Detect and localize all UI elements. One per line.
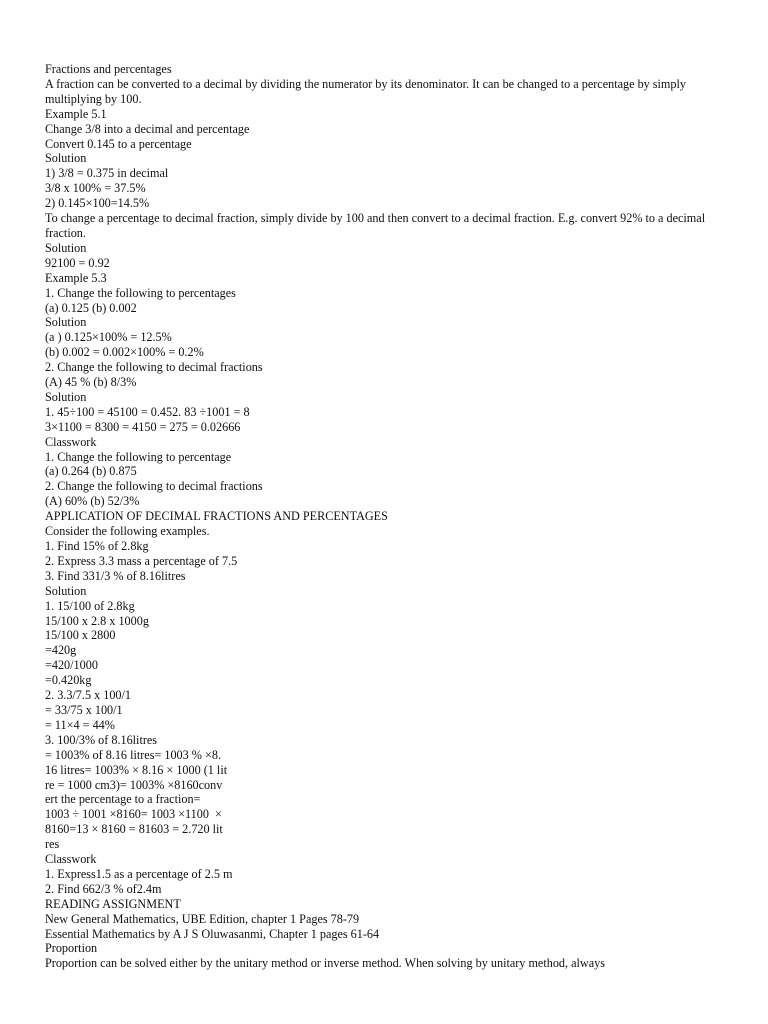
text-line: 3. 100/3% of 8.16litres bbox=[45, 732, 158, 747]
text-line: 3×1100 = 8300 = 4150 = 275 = 0.02666 bbox=[45, 419, 241, 434]
text-line: 8160=13 × 8160 = 81603 = 2.720 lit bbox=[45, 822, 223, 837]
text-line: (b) 0.002 = 0.002×100% = 0.2% bbox=[45, 345, 204, 360]
example-heading: Example 5.3 bbox=[45, 270, 107, 285]
example-heading: Example 5.1 bbox=[45, 106, 107, 121]
text-line: (A) 60% (b) 52/3% bbox=[45, 494, 140, 509]
reference-item: Essential Mathematics by A J S Oluwasanmi, Chapter 1 pages 61-64 bbox=[45, 926, 380, 941]
text-line: 1. 15/100 of 2.8kg bbox=[45, 598, 135, 613]
document-page bbox=[45, 62, 725, 971]
text-line: Convert 0.145 to a percentage bbox=[45, 136, 192, 151]
text-line: 92100 = 0.92 bbox=[45, 255, 110, 270]
text-line: 3. Find 331/3 % of 8.16litres bbox=[45, 568, 186, 583]
text-line: 16 litres= 1003% × 8.16 × 1000 (1 lit bbox=[45, 762, 228, 777]
paragraph: Proportion can be solved either by the unitary method or inverse method. When solving by unitary method, always bbox=[45, 956, 605, 971]
text-line: = 11×4 = 44% bbox=[45, 717, 115, 732]
text-line: (a ) 0.125×100% = 12.5% bbox=[45, 330, 172, 345]
text-line: = 1003% of 8.16 litres= 1003 % ×8. bbox=[45, 747, 221, 762]
section-heading: Proportion bbox=[45, 941, 98, 956]
solution-heading: Solution bbox=[45, 583, 87, 598]
text-line: 2. Find 662/3 % of2.4m bbox=[45, 881, 162, 896]
text-line: ert the percentage to a fraction= bbox=[45, 792, 201, 807]
text-line: 2) 0.145×100=14.5% bbox=[45, 196, 150, 211]
text-line: (a) 0.264 (b) 0.875 bbox=[45, 464, 137, 479]
paragraph: A fraction can be converted to a decimal by dividing the numerator by its denominator. It can be changed to a percentage by simply multiplying by 100. bbox=[45, 76, 690, 106]
text-line: 1. Express1.5 as a percentage of 2.5 m bbox=[45, 866, 233, 881]
text-line: (a) 0.125 (b) 0.002 bbox=[45, 300, 137, 315]
text-line: 2. Change the following to decimal fractions bbox=[45, 479, 263, 494]
text-line: 3/8 x 100% = 37.5% bbox=[45, 181, 146, 196]
solution-heading: Solution bbox=[45, 315, 87, 330]
text-line: 2. Change the following to decimal fractions bbox=[45, 360, 263, 375]
section-heading: APPLICATION OF DECIMAL FRACTIONS AND PERCENTAGES bbox=[45, 509, 388, 524]
text-line: = 33/75 x 100/1 bbox=[45, 702, 123, 717]
text-line: =0.420kg bbox=[45, 673, 92, 688]
text-line: =420/1000 bbox=[45, 658, 98, 673]
classwork-heading: Classwork bbox=[45, 852, 97, 867]
text-line: 2. 3.3/7.5 x 100/1 bbox=[45, 688, 131, 703]
reference-item: New General Mathematics, UBE Edition, chapter 1 Pages 78-79 bbox=[45, 911, 360, 926]
text-line: Consider the following examples. bbox=[45, 524, 210, 539]
text-line: 1003 ÷ 1001 ×8160= 1003 ×1100 × bbox=[45, 807, 222, 822]
text-line: =420g bbox=[45, 643, 77, 658]
text-line: re = 1000 cm3)= 1003% ×8160conv bbox=[45, 777, 223, 792]
text-line: 2. Express 3.3 mass a percentage of 7.5 bbox=[45, 553, 238, 568]
classwork-heading: Classwork bbox=[45, 434, 97, 449]
text-line: 1. Change the following to percentage bbox=[45, 449, 232, 464]
solution-heading: Solution bbox=[45, 240, 87, 255]
text-line: res bbox=[45, 837, 60, 852]
text-line: Change 3/8 into a decimal and percentage bbox=[45, 121, 250, 136]
text-line: (A) 45 % (b) 8/3% bbox=[45, 375, 137, 390]
section-heading: Fractions and percentages bbox=[45, 62, 172, 76]
solution-heading: Solution bbox=[45, 389, 87, 404]
solution-heading: Solution bbox=[45, 151, 87, 166]
paragraph: To change a percentage to decimal fraction, simply divide by 100 and then convert to a decimal fraction. E.g. convert 92% to a decimal fraction. bbox=[45, 211, 709, 240]
text-line: 1. Find 15% of 2.8kg bbox=[45, 539, 149, 553]
reading-assignment-heading: READING ASSIGNMENT bbox=[45, 896, 181, 911]
text-line: 1. 45÷100 = 45100 = 0.452. 83 ÷1001 = 8 bbox=[45, 404, 250, 419]
text-line: 1. Change the following to percentages bbox=[45, 285, 236, 300]
text-line: 15/100 x 2.8 x 1000g bbox=[45, 613, 149, 628]
text-line: 1) 3/8 = 0.375 in decimal bbox=[45, 166, 169, 181]
text-line: 15/100 x 2800 bbox=[45, 628, 116, 643]
